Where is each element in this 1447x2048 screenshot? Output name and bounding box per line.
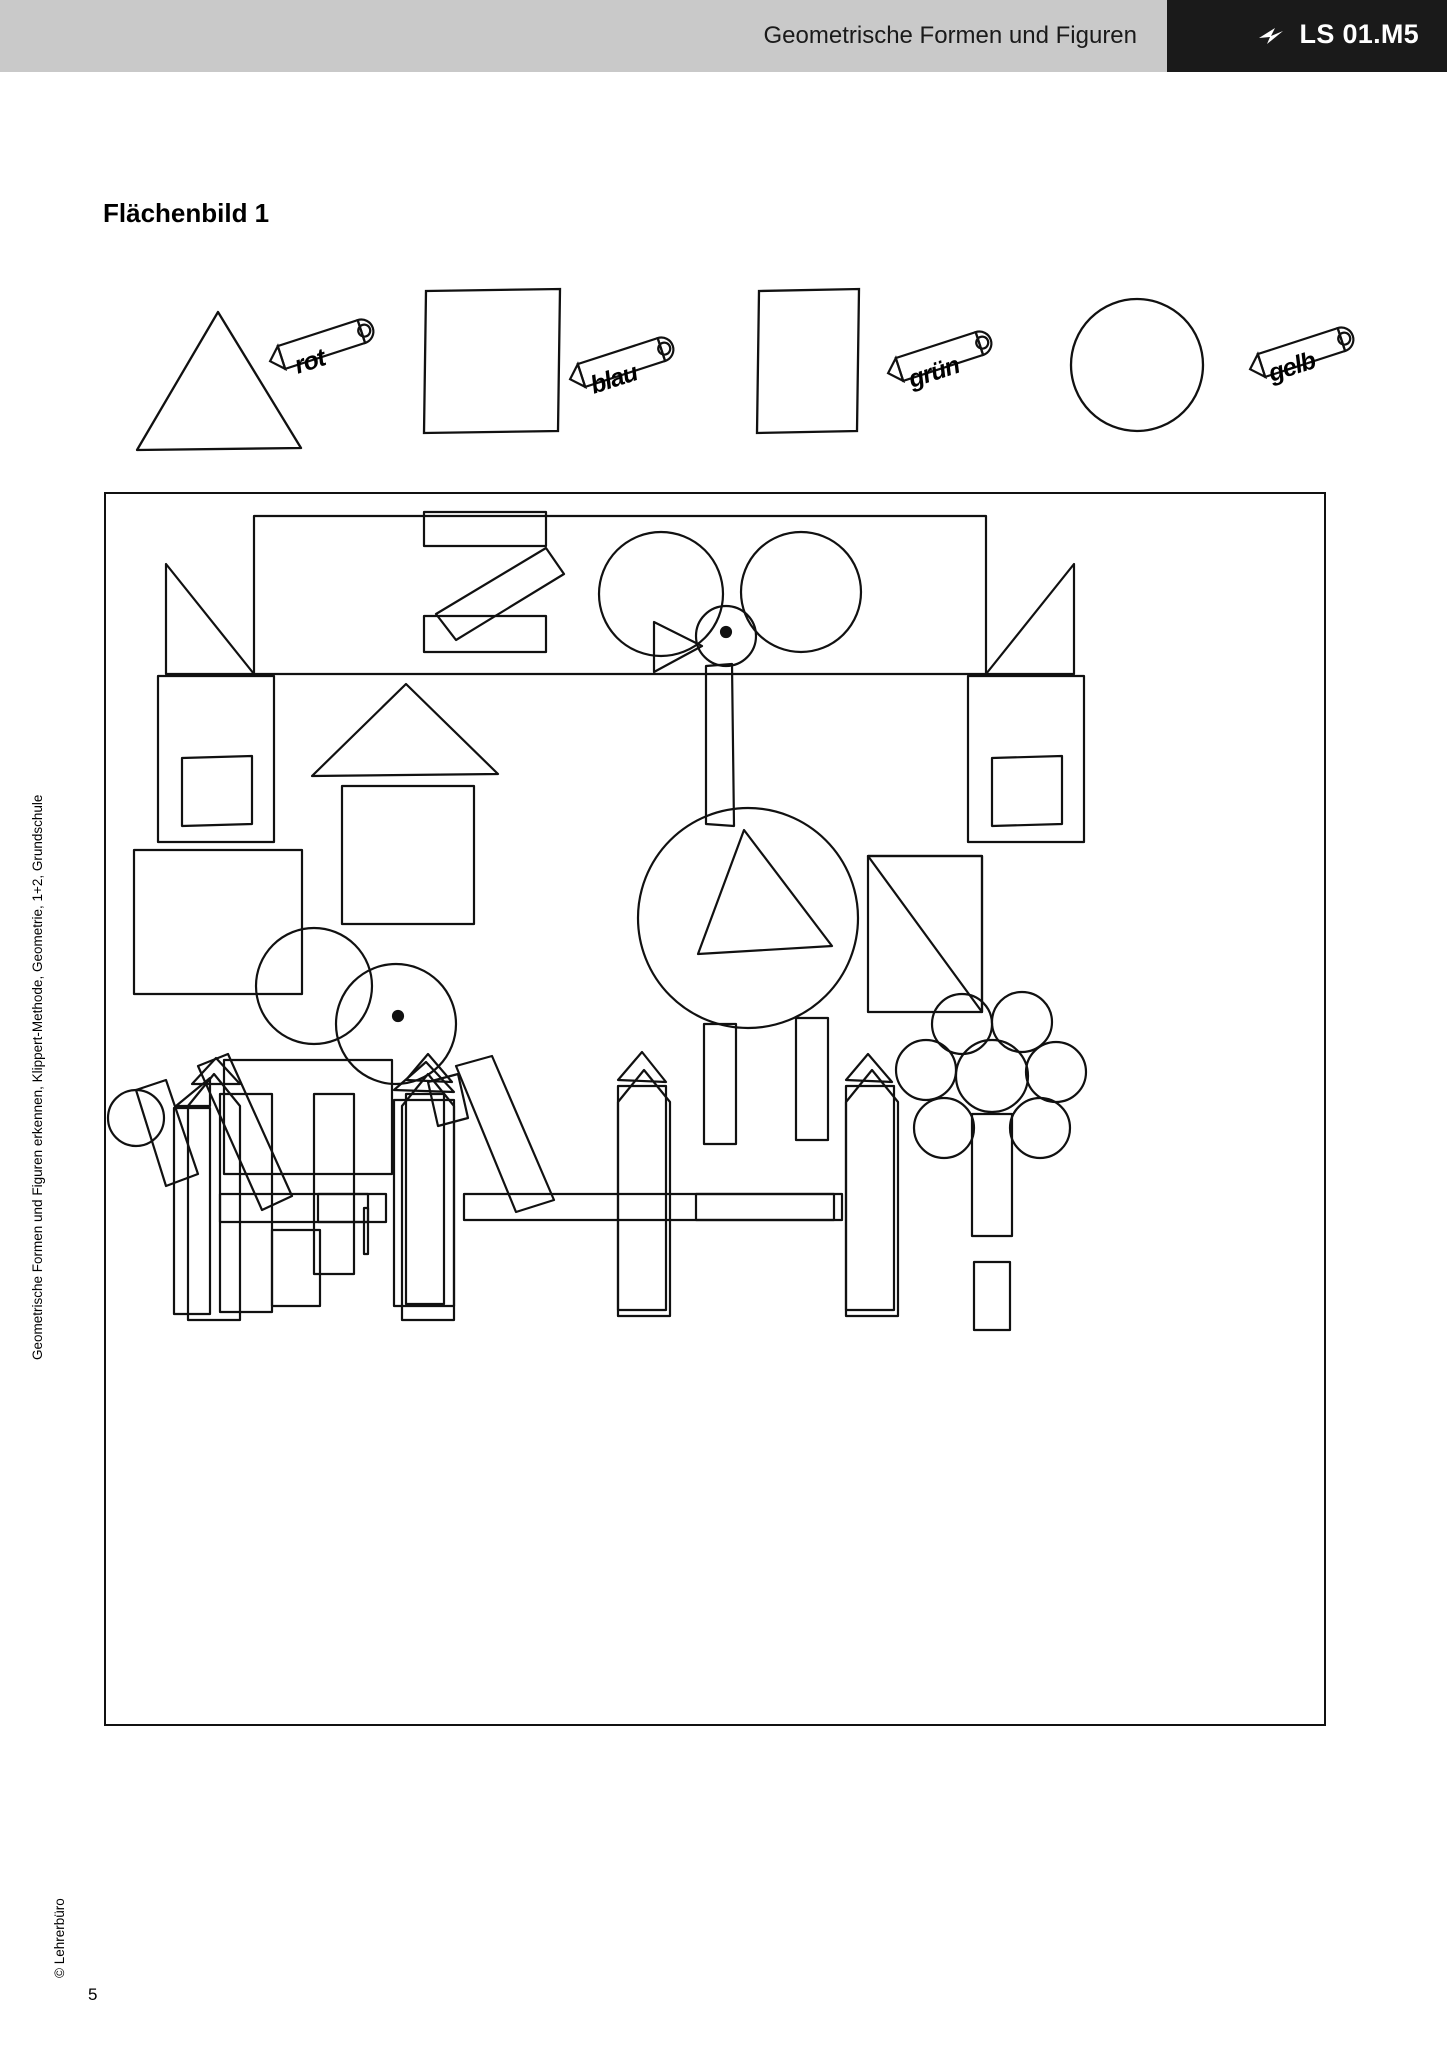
tree-leaf-2 <box>992 992 1052 1052</box>
rail-centre <box>464 1194 834 1220</box>
tree-leaf-3 <box>896 1040 956 1100</box>
legend-row <box>103 265 1393 465</box>
legend-square-shape <box>418 283 568 443</box>
copyright-note: © Lehrerbüro <box>52 1898 67 1978</box>
hand-circle <box>108 1090 164 1146</box>
tree-leaf-5 <box>914 1098 974 1158</box>
rail-centre-2 <box>696 1194 842 1220</box>
fence-unit-4 <box>846 1070 898 1316</box>
pencil-blau-label: blau <box>587 358 641 400</box>
wall-right-block <box>968 676 1084 842</box>
pencil-gruen-label: grün <box>905 351 963 394</box>
wall-left-block <box>158 676 274 842</box>
pencil-gelb-label: gelb <box>1265 346 1319 388</box>
bar-z-diagonal <box>436 548 564 640</box>
fence-unit-1 <box>188 1074 240 1320</box>
tree-leaf-6 <box>1010 1098 1070 1158</box>
page-header <box>0 0 1447 72</box>
triangle-right-large <box>868 856 982 1012</box>
tree-base-block <box>974 1262 1010 1330</box>
house-centre-body <box>342 786 474 924</box>
circle-left-upper <box>256 928 372 1044</box>
ground-block-1 <box>272 1230 320 1306</box>
source-note: Geometrische Formen und Figuren erkennen, Klippert-Methode, Geometrie, 1+2, Grundschule <box>30 794 45 1360</box>
body-inner-triangle <box>698 830 832 954</box>
pencil-rot-icon <box>263 305 393 410</box>
pencil-rot-label: rot <box>291 343 329 380</box>
pencil-gruen-icon <box>881 317 1011 422</box>
picture-canvas <box>106 494 1320 1720</box>
page-number: 5 <box>88 1985 98 2004</box>
page-title: Flächenbild 1 <box>103 198 270 228</box>
klippert-logo-icon <box>1257 24 1287 48</box>
header-code-label: LS 01.M5 <box>1299 19 1419 49</box>
neck-bar <box>706 664 734 826</box>
tree-trunk <box>972 1114 1012 1236</box>
legend-rectangle-shape <box>751 283 871 443</box>
roof-right-triangle <box>986 564 1074 674</box>
circle-roof-left <box>599 532 723 656</box>
tree-leaf-4 <box>1026 1042 1086 1102</box>
fence-unit-2 <box>402 1074 454 1320</box>
roof-left-triangle <box>166 564 254 674</box>
header-title: Geometrische Formen und Figuren <box>763 22 1137 49</box>
post-body-3 <box>618 1086 666 1310</box>
flaechenbild-picture <box>104 492 1326 1726</box>
legend-circle-shape <box>1065 293 1215 443</box>
window-left <box>182 756 252 826</box>
pencil-blau-icon <box>563 323 693 428</box>
dot-left-circle <box>393 1011 403 1021</box>
post-top-triangle-4 <box>846 1054 892 1082</box>
rectangle-left-large <box>134 850 302 994</box>
leg-right-bar <box>796 1018 828 1140</box>
tree-leaf-center <box>956 1040 1028 1112</box>
roof-band <box>254 516 986 674</box>
post-top-triangle-3 <box>618 1052 666 1082</box>
house-centre-roof <box>312 684 498 776</box>
leg-left-bar <box>704 1024 736 1144</box>
body-circle <box>638 808 858 1028</box>
eye-dot <box>721 627 731 637</box>
picket-1 <box>220 1094 272 1312</box>
pencil-gelb-icon <box>1243 313 1373 418</box>
rail-left <box>220 1194 386 1222</box>
fence-post-1 <box>174 1108 210 1314</box>
window-right <box>992 756 1062 826</box>
bar-diagonal-leg <box>456 1056 554 1212</box>
post-body-4 <box>846 1086 894 1310</box>
ground-block-2 <box>318 1194 368 1222</box>
circle-roof-right <box>741 532 861 652</box>
